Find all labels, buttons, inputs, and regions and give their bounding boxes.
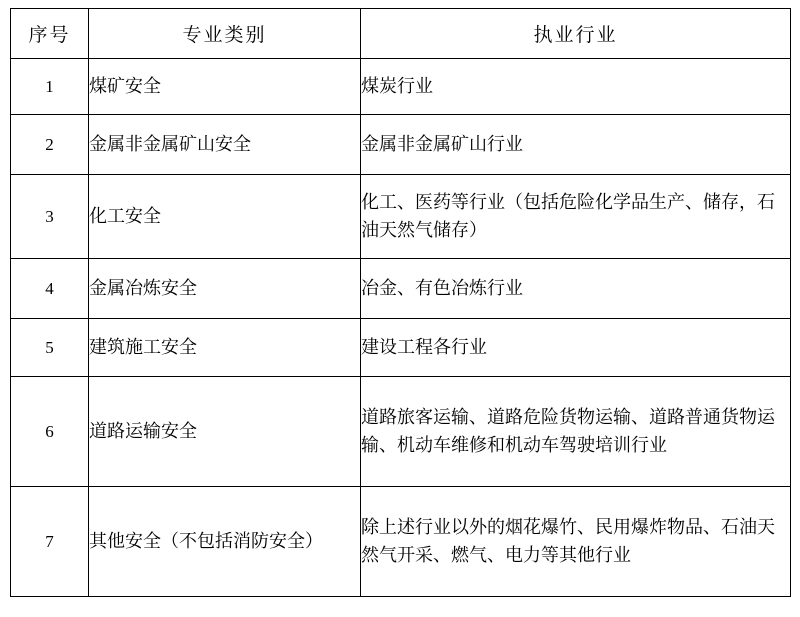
column-header-no: 序号 <box>11 9 89 59</box>
row-industry: 冶金、有色冶炼行业 <box>361 259 791 319</box>
row-number: 5 <box>11 319 89 377</box>
row-category: 煤矿安全 <box>89 59 361 115</box>
row-number: 4 <box>11 259 89 319</box>
table-row <box>11 259 791 319</box>
table-row <box>11 377 791 487</box>
column-header-industry: 执业行业 <box>361 9 791 59</box>
row-number: 7 <box>11 487 89 597</box>
table-body <box>11 59 791 597</box>
table-header-row <box>11 9 791 59</box>
row-industry: 煤炭行业 <box>361 59 791 115</box>
table-row <box>11 487 791 597</box>
row-category: 金属冶炼安全 <box>89 259 361 319</box>
table-row <box>11 59 791 115</box>
row-number: 1 <box>11 59 89 115</box>
table-row <box>11 115 791 175</box>
row-number: 3 <box>11 175 89 259</box>
row-category: 金属非金属矿山安全 <box>89 115 361 175</box>
column-header-category: 专业类别 <box>89 9 361 59</box>
row-industry: 建设工程各行业 <box>361 319 791 377</box>
row-category: 化工安全 <box>89 175 361 259</box>
row-category: 道路运输安全 <box>89 377 361 487</box>
row-industry: 道路旅客运输、道路危险货物运输、道路普通货物运输、机动车维修和机动车驾驶培训行业 <box>361 377 791 487</box>
professional-category-table <box>10 8 791 597</box>
row-number: 2 <box>11 115 89 175</box>
table-row <box>11 175 791 259</box>
row-industry: 除上述行业以外的烟花爆竹、民用爆炸物品、石油天然气开采、燃气、电力等其他行业 <box>361 487 791 597</box>
row-category: 建筑施工安全 <box>89 319 361 377</box>
row-number: 6 <box>11 377 89 487</box>
table-row <box>11 319 791 377</box>
row-category: 其他安全（不包括消防安全） <box>89 487 361 597</box>
row-industry: 金属非金属矿山行业 <box>361 115 791 175</box>
row-industry: 化工、医药等行业（包括危险化学品生产、储存，石油天然气储存） <box>361 175 791 259</box>
table-header <box>11 9 791 59</box>
